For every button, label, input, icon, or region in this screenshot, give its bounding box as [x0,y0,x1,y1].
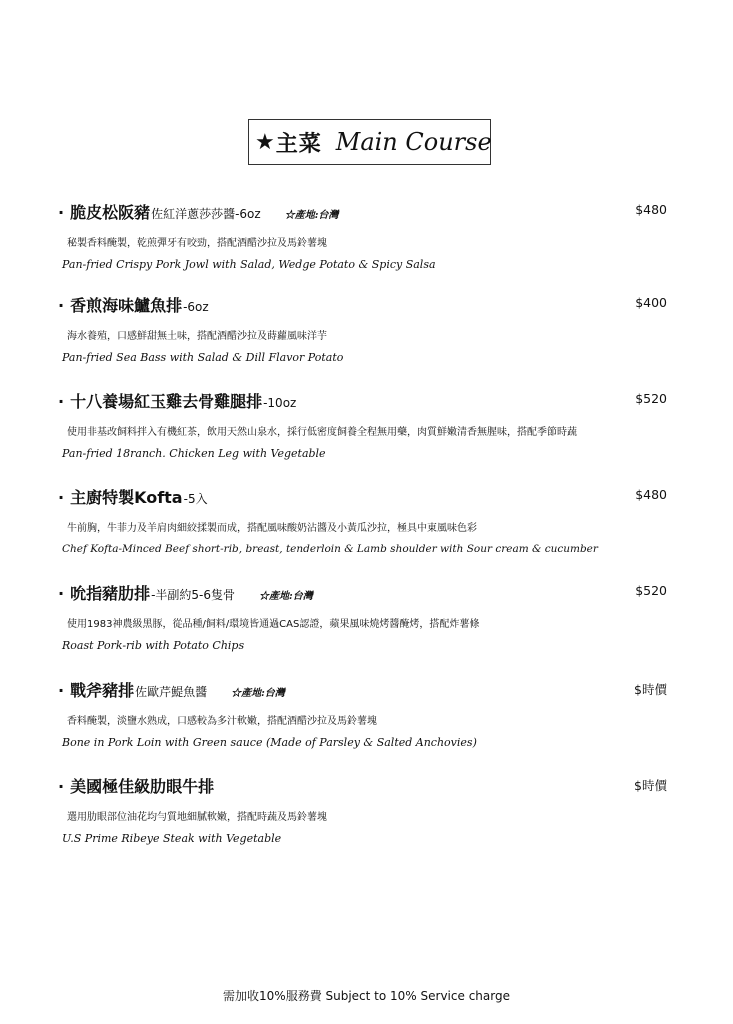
bullet-icon: · [58,203,65,222]
dish-name: 香煎海味鱸魚排 [70,296,183,315]
dish-description-zh: 牛前胸，牛菲力及羊肩肉細絞揉製而成，搭配風味酸奶沾醬及小黃瓜沙拉，極具中東風味色彩 [67,523,477,534]
dish-description-zh: 使用1983神農級黑豚，從品種/飼料/環境皆通過CAS認證，蘋果風味燒烤醬醃烤，搭配炸薯條 [67,619,480,630]
dish-description-en: Pan-fried Sea Bass with Salad & Dill Flavor Potato [62,351,344,364]
dish-origin: ☆產地:台灣 [284,210,339,221]
dish-description-en: U.S Prime Ribeye Steak with Vegetable [62,832,282,845]
bullet-icon: · [58,392,65,411]
dish-description-zh: 秘製香料醃製，乾煎彈牙有咬勁，搭配酒醋沙拉及馬鈴薯塊 [67,238,327,249]
star-icon: ★ [255,129,276,155]
dish-description-en: Pan-fried 18ranch. Chicken Leg with Vegetable [62,447,326,460]
dish-origin: ☆產地:台灣 [259,591,313,602]
dish-description-zh: 選用肋眼部位油花均勻質地細膩軟嫩，搭配時蔬及馬鈴薯塊 [67,812,327,823]
dish-portion: -10oz [263,396,297,410]
dish-portion: 佐紅洋蔥莎莎醬-6oz [151,207,261,221]
dish-description-en: Chef Kofta-Minced Beef short-rib, breast, tenderloin & Lamb shoulder with Sour cream & cucumber [62,543,598,555]
dish-name: 戰斧豬排 [70,681,135,700]
section-title-en: Main Course [335,128,492,156]
section-title-box [248,119,491,165]
dish-description-en: Roast Pork-rib with Potato Chips [62,639,245,652]
dish-name: 美國極佳級肋眼牛排 [70,777,215,796]
dish-name: 吮指豬肋排 [70,584,151,603]
dish-price: $520 [635,391,667,406]
dish-price: $400 [635,295,667,310]
section-title-zh: 主菜 [275,131,322,157]
dish-description-zh: 香料醃製，淡鹽水熟成，口感較為多汁軟嫩，搭配酒醋沙拉及馬鈴薯塊 [67,716,377,727]
bullet-icon: · [58,584,65,603]
dish-description-zh: 海水養殖，口感鮮甜無土味，搭配酒醋沙拉及蒔蘿風味洋芋 [67,331,327,342]
bullet-icon: · [58,296,65,315]
bullet-icon: · [58,777,65,796]
dish-name: 主廚特製Kofta [70,488,183,507]
dish-portion: -6oz [183,300,209,314]
dish-description-en: Pan-fried Crispy Pork Jowl with Salad, Wedge Potato & Spicy Salsa [62,258,436,271]
dish-origin: ☆產地:台灣 [231,688,285,699]
dish-description-zh: 使用非基改飼料拌入有機紅茶，飲用天然山泉水，採行低密度飼養全程無用藥，肉質鮮嫩清香無腥味，搭配季節時蔬 [67,427,577,438]
dish-portion: 佐歐芹鯷魚醬 [135,685,208,699]
dish-name: 脆皮松阪豬 [70,203,151,222]
dish-name: 十八養場紅玉雞去骨雞腿排 [70,392,263,411]
dish-description-en: Bone in Pork Loin with Green sauce (Made of Parsley & Salted Anchovies) [62,736,477,749]
dish-price: $時價 [634,778,667,793]
dish-price: $480 [635,487,667,502]
dish-portion: -半副約5-6隻骨 [151,588,236,602]
dish-portion: -5入 [183,492,208,506]
dish-price: $480 [635,202,667,217]
bullet-icon: · [58,488,65,507]
bullet-icon: · [58,681,65,700]
dish-price: $時價 [634,682,667,697]
service-charge-note: 需加收10%服務費 Subject to 10% Service charge [223,989,510,1003]
dish-price: $520 [635,583,667,598]
